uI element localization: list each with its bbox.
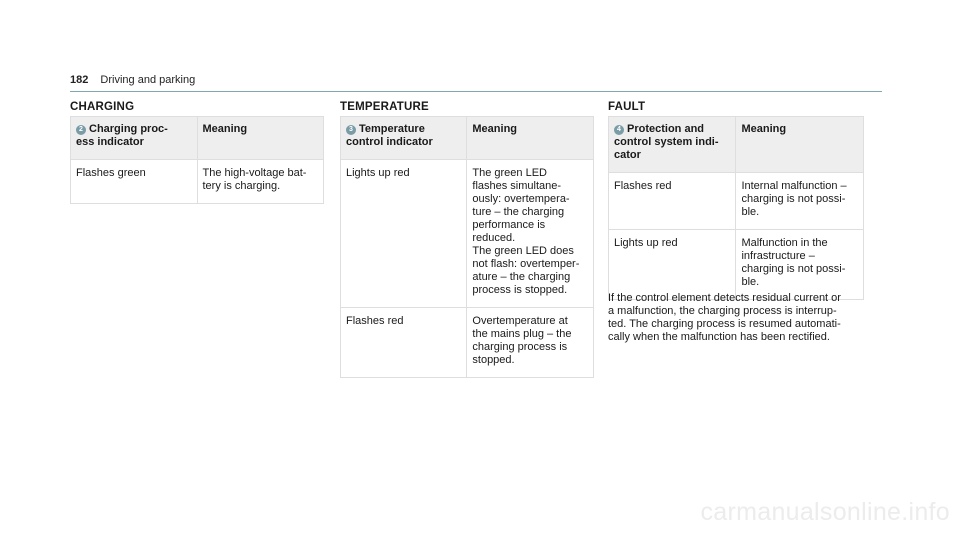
section-title: Driving and parking bbox=[100, 74, 196, 86]
callout-4-icon: 4 bbox=[614, 125, 624, 135]
temperature-table bbox=[340, 116, 594, 378]
table-header-row bbox=[609, 117, 864, 173]
temperature-col2-header: Meaning bbox=[467, 117, 594, 160]
charging-table bbox=[70, 116, 324, 204]
table-row bbox=[609, 230, 864, 300]
page-header bbox=[70, 74, 195, 86]
callout-3-icon: 3 bbox=[346, 125, 356, 135]
temperature-col1-header: 3 Temperature control indicator bbox=[341, 117, 467, 160]
charging-heading: CHARGING bbox=[70, 101, 135, 113]
callout-2-icon: 2 bbox=[76, 125, 86, 135]
fault-note: If the control element detects residual current or a malfunction, the charging process is interrup- ted. The charging process is resumed automati- cally when the malfunction has been rectified. bbox=[608, 292, 841, 343]
charging-col1-header: 2 Charging proc- ess indicator bbox=[71, 117, 198, 160]
table-header-row bbox=[341, 117, 594, 160]
table-row bbox=[341, 160, 594, 308]
charging-meaning-cell: The high-voltage bat- tery is charging. bbox=[197, 160, 324, 204]
temperature-meaning-cell: The green LED flashes simultane- ously: overtempera- ture – the charging performance is reduced. The green LED does not flash: overtemper- ature – the charging process is stopped. bbox=[467, 160, 594, 308]
temperature-state-cell: Lights up red bbox=[341, 160, 467, 308]
temperature-state-cell: Flashes red bbox=[341, 308, 467, 378]
fault-table bbox=[608, 116, 864, 300]
temperature-meaning-cell: Overtemperature at the mains plug – the charging process is stopped. bbox=[467, 308, 594, 378]
fault-col2-header: Meaning bbox=[736, 117, 864, 173]
fault-col1-header: 4 Protection and control system indi- cator bbox=[609, 117, 736, 173]
fault-state-cell: Lights up red bbox=[609, 230, 736, 300]
table-row bbox=[71, 160, 324, 204]
page-number: 182 bbox=[70, 74, 89, 86]
table-header-row bbox=[71, 117, 324, 160]
fault-heading: FAULT bbox=[608, 101, 646, 113]
watermark: carmanualsonline.info bbox=[700, 498, 950, 526]
header-rule bbox=[70, 91, 882, 92]
fault-state-cell: Flashes red bbox=[609, 173, 736, 230]
charging-state-cell: Flashes green bbox=[71, 160, 198, 204]
temperature-heading: TEMPERATURE bbox=[340, 101, 429, 113]
fault-meaning-cell: Malfunction in the infrastructure – charging is not possi- ble. bbox=[736, 230, 864, 300]
fault-meaning-cell: Internal malfunction – charging is not possi- ble. bbox=[736, 173, 864, 230]
charging-col2-header: Meaning bbox=[197, 117, 324, 160]
table-row bbox=[341, 308, 594, 378]
table-row bbox=[609, 173, 864, 230]
